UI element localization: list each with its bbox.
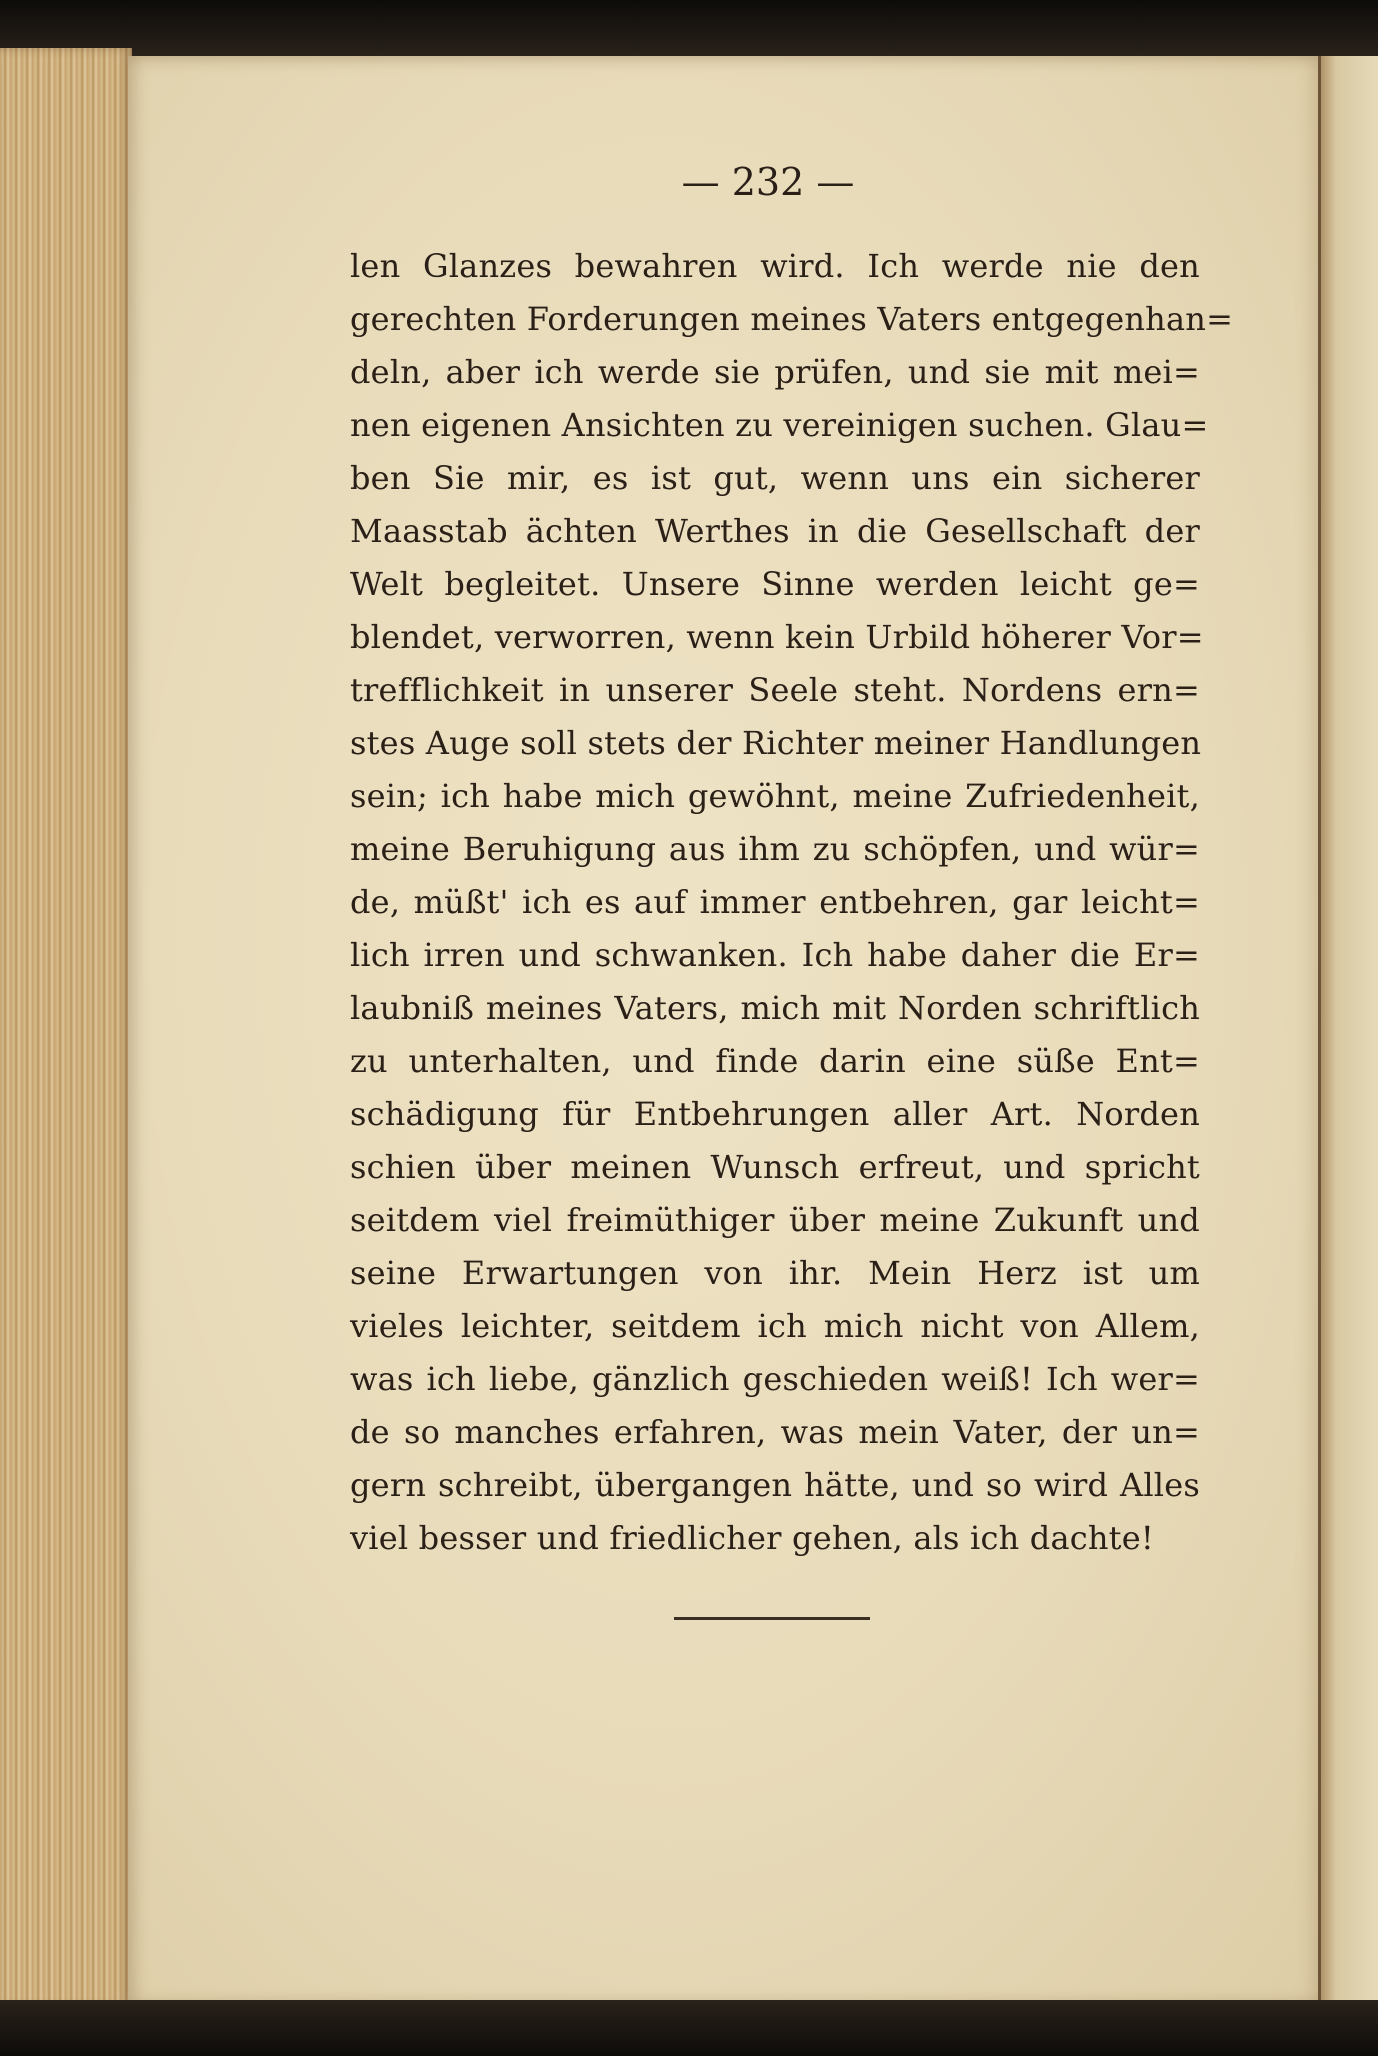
- page-number: — 232 —: [681, 160, 855, 204]
- text-line: trefflichkeit in unserer Seele steht. Nordens ern=: [350, 671, 1200, 709]
- text-line: was ich liebe, gänzlich geschieden weiß! Ich wer=: [350, 1360, 1200, 1398]
- text-line: laubniß meines Vaters, mich mit Norden schriftlich: [350, 989, 1200, 1027]
- text-line: ben Sie mir, es ist gut, wenn uns ein sicherer: [350, 459, 1200, 497]
- text-line: len Glanzes bewahren wird. Ich werde nie den: [350, 247, 1200, 285]
- text-line: meine Beruhigung aus ihm zu schöpfen, und wür=: [350, 830, 1200, 868]
- text-line: de, müßt' ich es auf immer entbehren, gar leicht=: [350, 883, 1200, 921]
- text-line: Maasstab ächten Werthes in die Gesellschaft der: [350, 512, 1200, 550]
- text-line: lich irren und schwanken. Ich habe daher die Er=: [350, 936, 1200, 974]
- text-line: nen eigenen Ansichten zu vereinigen suchen. Glau=: [350, 406, 1209, 444]
- body-text: [350, 240, 1234, 1565]
- text-line: gerechten Forderungen meines Vaters entgegenhan=: [350, 300, 1234, 338]
- text-line: deln, aber ich werde sie prüfen, und sie mit mei=: [350, 353, 1200, 391]
- text-line: sein; ich habe mich gewöhnt, meine Zufriedenheit,: [350, 777, 1200, 815]
- text-line: de so manches erfahren, was mein Vater, der un=: [350, 1413, 1200, 1451]
- binding-top: [0, 0, 1378, 58]
- text-line: seine Erwartungen von ihr. Mein Herz ist um: [350, 1254, 1200, 1292]
- text-line: vieles leichter, seitdem ich mich nicht von Allem,: [350, 1307, 1200, 1345]
- page-edges: [0, 48, 132, 2008]
- text-line: schädigung für Entbehrungen aller Art. Norden: [350, 1095, 1200, 1133]
- text-line: stes Auge soll stets der Richter meiner Handlungen: [350, 724, 1202, 762]
- page-gutter: [1318, 56, 1378, 2006]
- gutter-line: [1318, 56, 1321, 2006]
- text-line: zu unterhalten, und finde darin eine süße Ent=: [350, 1042, 1200, 1080]
- text-line: seitdem viel freimüthiger über meine Zukunft und: [350, 1201, 1200, 1239]
- end-rule: [674, 1617, 870, 1620]
- text-line: gern schreibt, übergangen hätte, und so wird Alles: [350, 1466, 1200, 1504]
- text-line: blendet, verworren, wenn kein Urbild höherer Vor=: [350, 618, 1204, 656]
- text-line: Welt begleitet. Unsere Sinne werden leicht ge=: [350, 565, 1200, 603]
- text-line: viel besser und friedlicher gehen, als ich dachte!: [350, 1519, 1154, 1557]
- binding-bottom: [0, 2000, 1378, 2056]
- text-line: schien über meinen Wunsch erfreut, und spricht: [350, 1148, 1200, 1186]
